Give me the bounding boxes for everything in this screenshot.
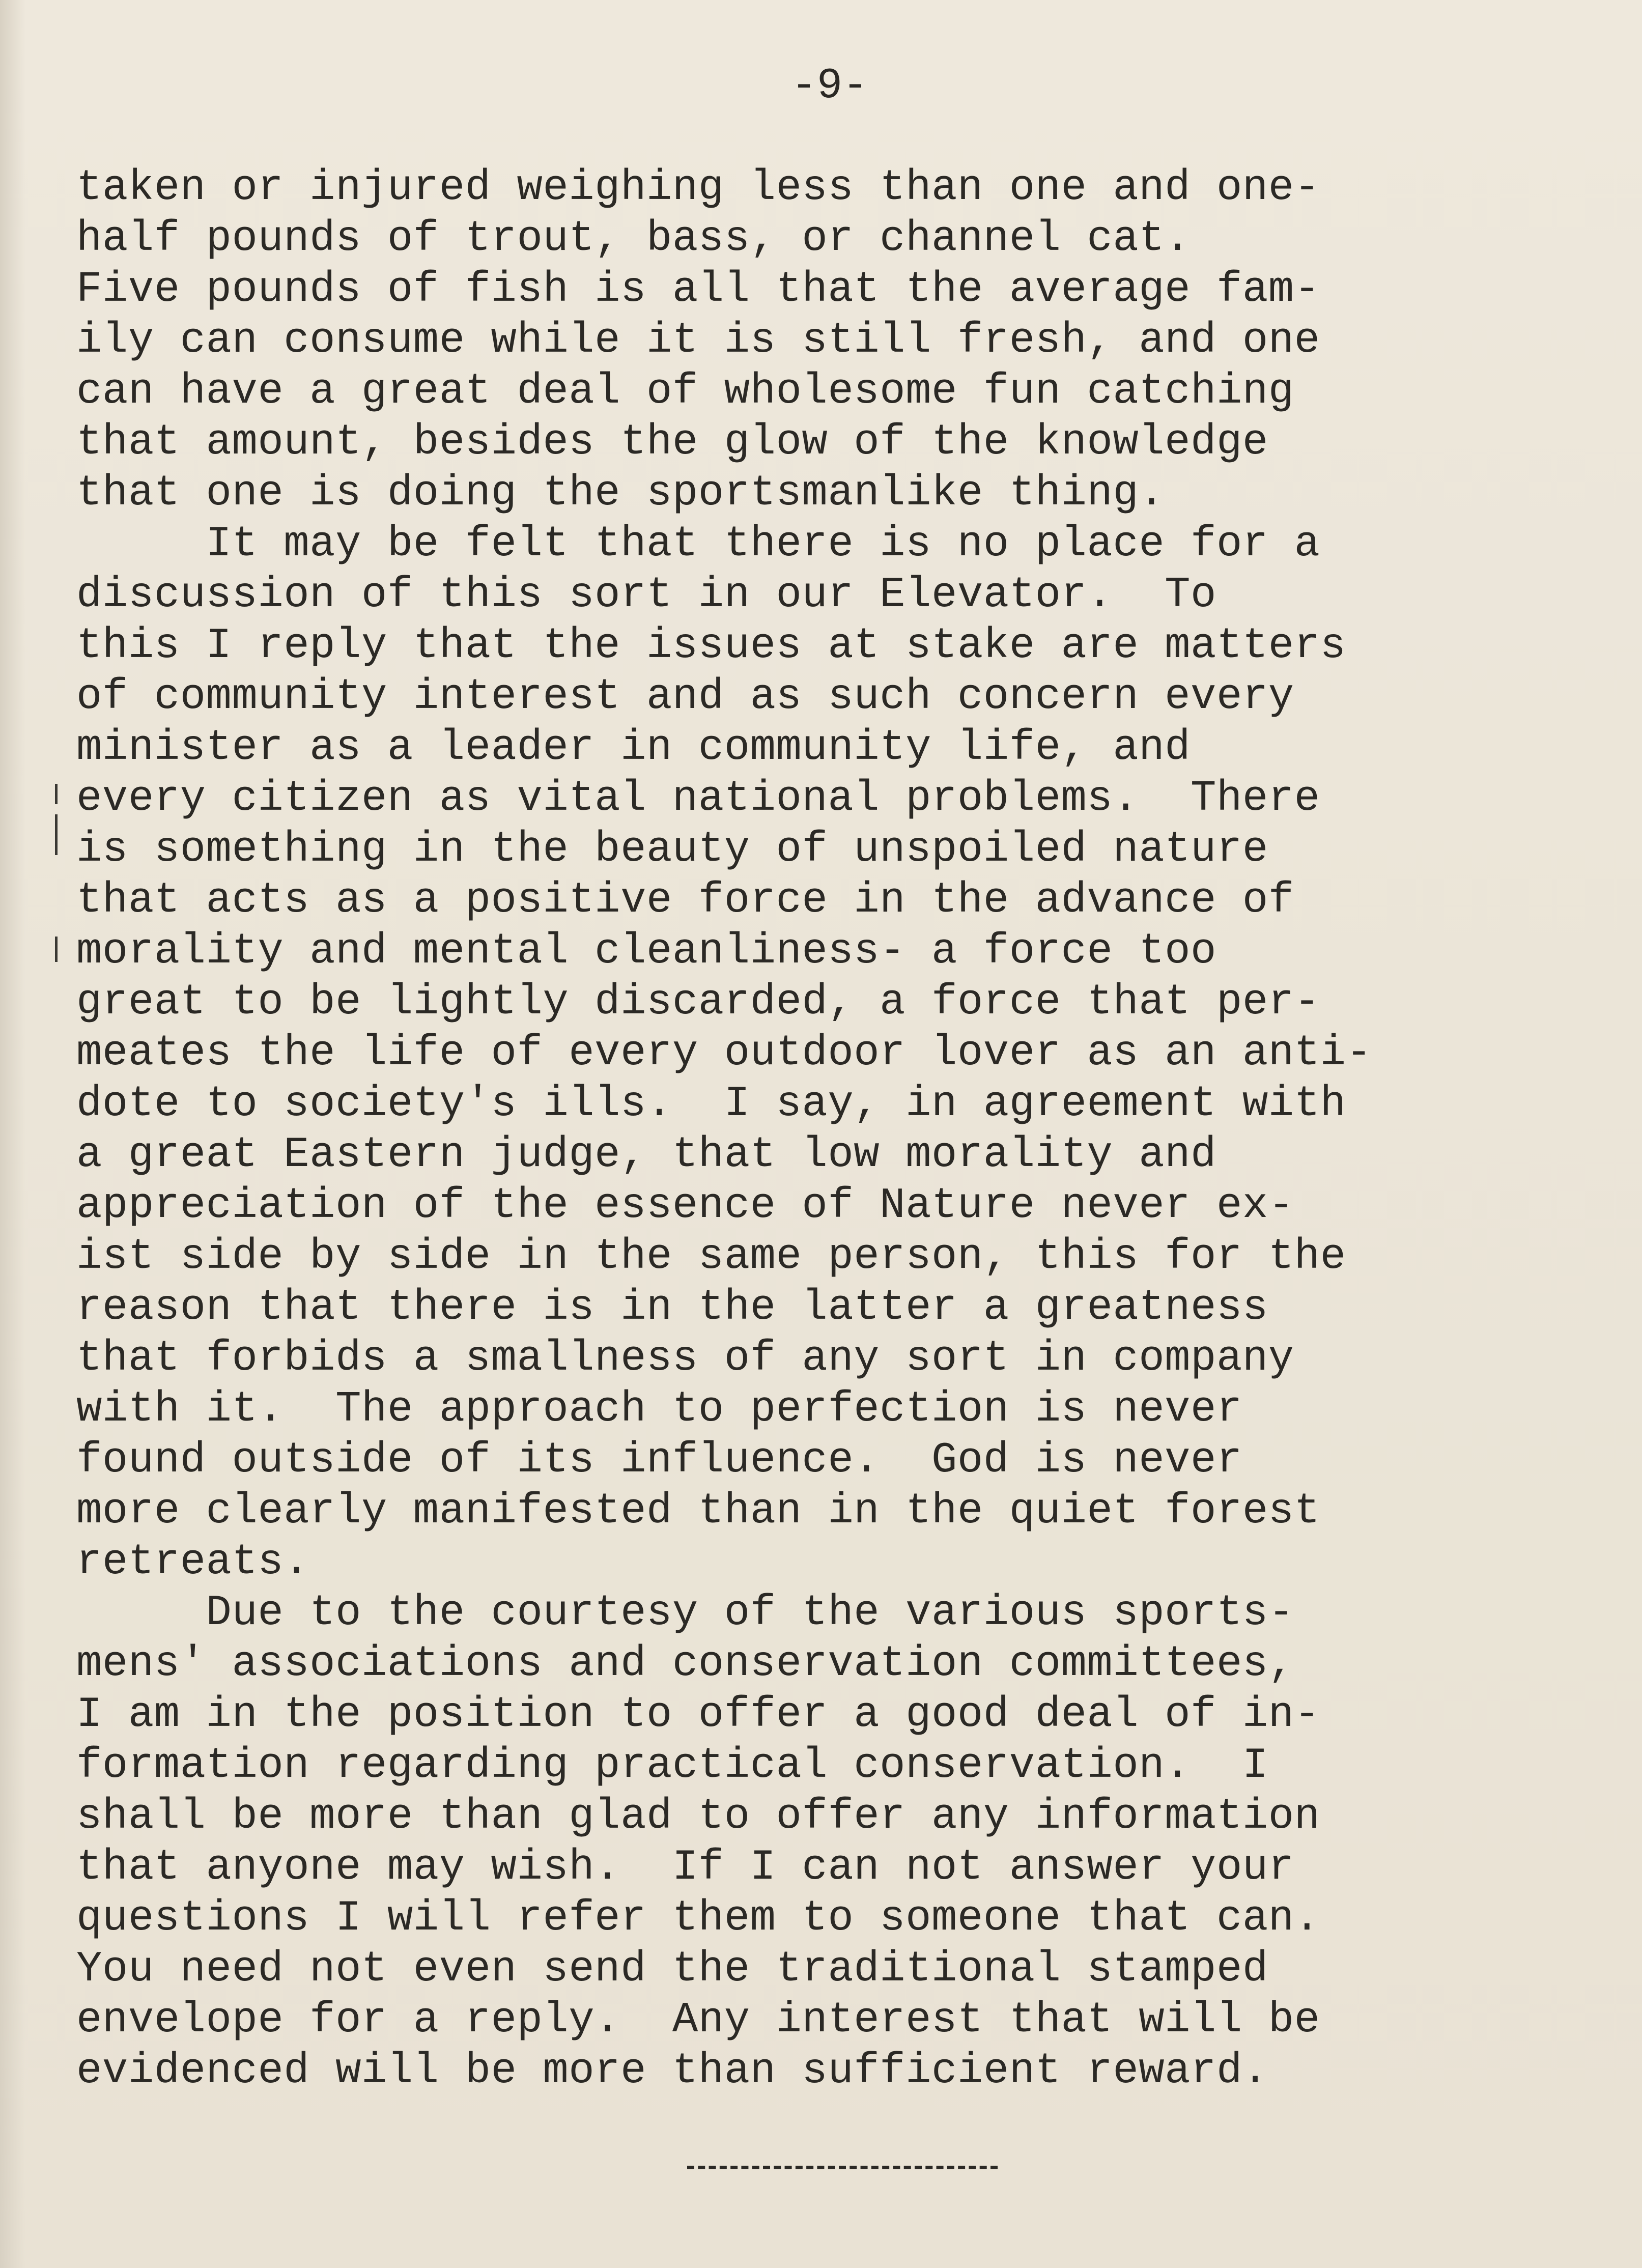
text-line: shall be more than glad to offer any information — [76, 1793, 1320, 1841]
text-line: that forbids a smallness of any sort in company — [76, 1335, 1294, 1383]
text-line: that acts as a positive force in the advance of — [76, 876, 1294, 925]
text-line: found outside of its influence. God is never — [76, 1436, 1242, 1485]
text-line: of community interest and as such concern every — [76, 673, 1294, 721]
margin-mark — [55, 937, 58, 962]
text-line: You need not even send the traditional stamped — [76, 1945, 1268, 1994]
margin-mark — [55, 814, 58, 855]
text-line: mens' associations and conservation committees, — [76, 1640, 1294, 1688]
page-number: -9- — [791, 62, 868, 110]
text-line: every citizen as vital national problems. There — [76, 775, 1320, 823]
text-line: evidenced will be more than sufficient reward. — [76, 2047, 1268, 2095]
text-line: minister as a leader in community life, and — [76, 724, 1191, 772]
text-line: envelope for a reply. Any interest that will be — [76, 1996, 1320, 2045]
text-line: formation regarding practical conservation. I — [76, 1742, 1268, 1790]
text-line: that one is doing the sportsmanlike thing. — [76, 469, 1165, 518]
page-edge-shadow — [0, 0, 25, 2268]
text-line: this I reply that the issues at stake are matters — [76, 622, 1346, 670]
text-line: appreciation of the essence of Nature never ex- — [76, 1182, 1294, 1230]
text-line: retreats. — [76, 1538, 310, 1586]
text-line: half pounds of trout, bass, or channel cat. — [76, 215, 1191, 263]
text-line: meates the life of every outdoor lover as an anti- — [76, 1029, 1372, 1078]
text-line: Due to the courtesy of the various sports- — [76, 1589, 1294, 1637]
text-line: that anyone may wish. If I can not answer your — [76, 1844, 1294, 1892]
text-line: more clearly manifested than in the quiet forest — [76, 1487, 1320, 1536]
text-line: discussion of this sort in our Elevator. To — [76, 571, 1216, 619]
text-line: with it. The approach to perfection is never — [76, 1385, 1242, 1434]
text-line: ily can consume while it is still fresh, and one — [76, 317, 1320, 365]
text-line: It may be felt that there is no place for a — [76, 520, 1320, 569]
text-line: that amount, besides the glow of the knowledge — [76, 418, 1268, 467]
body-text — [76, 163, 1583, 2097]
text-line: I am in the position to offer a good deal of in- — [76, 1691, 1320, 1739]
text-line: great to be lightly discarded, a force that per- — [76, 978, 1320, 1027]
text-line: a great Eastern judge, that low morality and — [76, 1131, 1216, 1179]
bottom-rule — [687, 2166, 998, 2169]
margin-mark — [55, 784, 58, 804]
text-line: Five pounds of fish is all that the average fam- — [76, 266, 1320, 314]
text-line: ist side by side in the same person, this for the — [76, 1233, 1346, 1281]
text-line: is something in the beauty of unspoiled nature — [76, 826, 1268, 874]
text-line: taken or injured weighing less than one and one- — [76, 164, 1320, 212]
text-line: questions I will refer them to someone that can. — [76, 1894, 1320, 1943]
text-line: dote to society's ills. I say, in agreement with — [76, 1080, 1346, 1128]
text-line: reason that there is in the latter a greatness — [76, 1284, 1268, 1332]
text-line: can have a great deal of wholesome fun catching — [76, 367, 1294, 416]
text-line: morality and mental cleanliness- a force too — [76, 927, 1216, 976]
